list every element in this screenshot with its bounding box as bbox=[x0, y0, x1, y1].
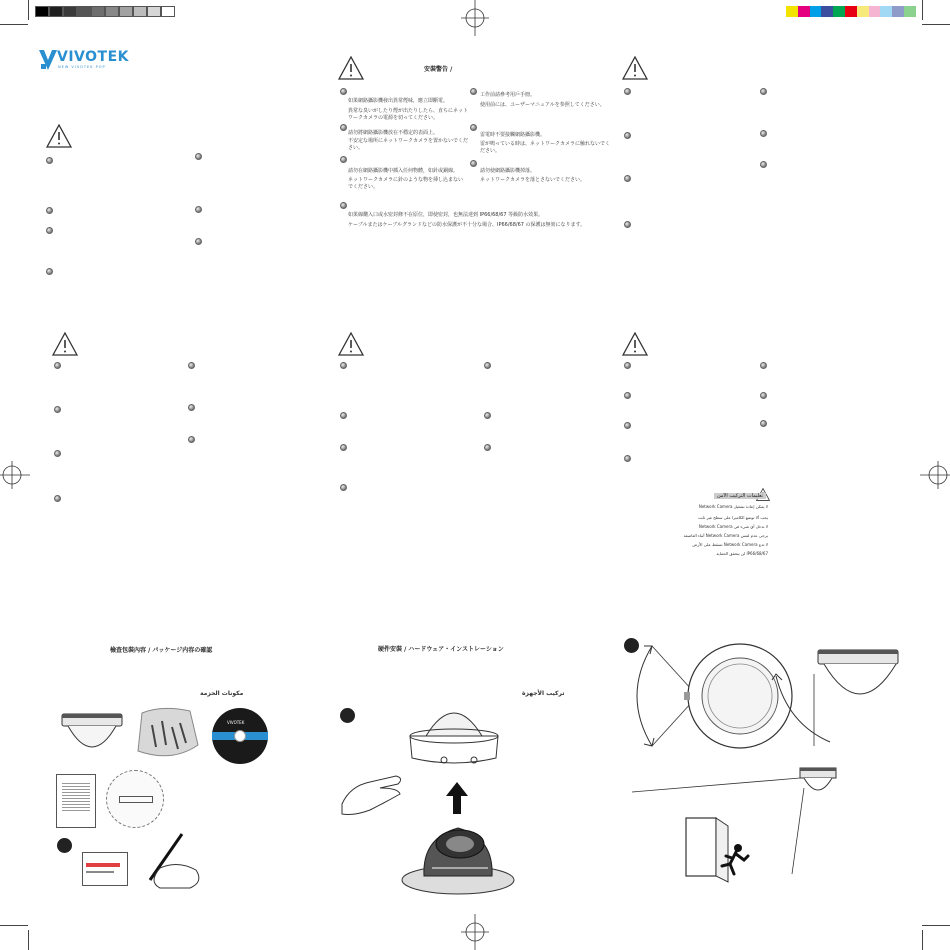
bullet bbox=[46, 157, 53, 164]
screws-kit-illustration bbox=[132, 705, 202, 765]
bullet bbox=[760, 88, 767, 95]
warning-icon bbox=[46, 124, 72, 148]
bullet bbox=[760, 392, 767, 399]
logo-tagline: NEW VIVOTEK POP bbox=[58, 65, 106, 69]
software-cd bbox=[212, 708, 268, 764]
arabic-warning-title: تعليمات التركيب الآمن bbox=[714, 493, 766, 499]
color-swatch bbox=[904, 6, 916, 17]
bullet bbox=[195, 153, 202, 160]
bullet bbox=[340, 202, 347, 209]
bullet bbox=[470, 124, 477, 131]
dome-camera-illustration bbox=[60, 712, 124, 758]
warning-item-jp: ネットワークカメラを落とさないでください。 bbox=[480, 177, 586, 183]
bullet bbox=[340, 362, 347, 369]
mounting-scene-illustration bbox=[632, 764, 852, 884]
color-swatch bbox=[892, 6, 904, 17]
step-number-badge bbox=[340, 708, 355, 723]
bullet bbox=[484, 412, 491, 419]
color-swatch bbox=[845, 6, 857, 17]
bullet bbox=[624, 132, 631, 139]
bullet bbox=[54, 450, 61, 457]
warning-icon bbox=[338, 56, 364, 80]
gray-swatch bbox=[133, 6, 147, 17]
warning-item-zh: 雷電時不要接觸網路攝影機。 bbox=[480, 132, 546, 138]
bullet bbox=[188, 436, 195, 443]
gray-swatch bbox=[63, 6, 77, 17]
camera-module-illustration bbox=[398, 818, 518, 898]
arabic-line: يجب ألا توضع الكاميرا على سطح غير ثابت bbox=[697, 515, 768, 520]
registration-target-right bbox=[914, 457, 950, 493]
cd-hole bbox=[234, 730, 246, 742]
alignment-sticker bbox=[106, 770, 164, 828]
bullet bbox=[54, 406, 61, 413]
crop-mark bbox=[0, 24, 28, 25]
bullet bbox=[54, 495, 61, 502]
color-swatch bbox=[798, 6, 810, 17]
warning-item-jp: 使用前には、ユーザーマニュアルを参照してください。 bbox=[480, 102, 605, 108]
bullet bbox=[195, 206, 202, 213]
warning-item-zh: 請勿將網路攝影機放在不穩定的表面上。 bbox=[348, 130, 439, 136]
bullet bbox=[340, 484, 347, 491]
gray-registration-bar bbox=[35, 6, 175, 17]
bullet bbox=[624, 221, 631, 228]
color-swatch bbox=[786, 6, 798, 17]
warning-item-zh: 如果線纜入口或水密封條不在原位，即使密封，也無法達到 IP66/68/67 等級防水效果。 bbox=[348, 212, 544, 218]
hand-illustration bbox=[340, 768, 410, 818]
install-warning-title: 安裝警告 / bbox=[424, 66, 453, 73]
crop-mark bbox=[28, 0, 29, 20]
crop-mark bbox=[922, 24, 950, 25]
bullet bbox=[624, 422, 631, 429]
warning-icon bbox=[622, 56, 648, 80]
color-swatch bbox=[821, 6, 833, 17]
bullet bbox=[624, 88, 631, 95]
color-registration-bar bbox=[786, 6, 916, 17]
bullet bbox=[340, 88, 347, 95]
warning-item-jp: 雷が鳴っている時は、ネットワークカメラに触れないでください。 bbox=[480, 141, 611, 154]
gray-swatch bbox=[147, 6, 161, 17]
hardware-install-title: 硬件安裝 / ハードウェア・インストレーション bbox=[378, 646, 504, 653]
registration-target-top bbox=[457, 0, 493, 36]
bullet bbox=[340, 412, 347, 419]
quick-installation-guide bbox=[56, 774, 96, 828]
warning-icon bbox=[52, 332, 78, 356]
crop-mark bbox=[922, 930, 923, 950]
bullet bbox=[624, 362, 631, 369]
color-swatch bbox=[833, 6, 845, 17]
crop-mark bbox=[0, 925, 28, 926]
color-swatch bbox=[880, 6, 892, 17]
warning-icon bbox=[338, 332, 364, 356]
color-swatch bbox=[857, 6, 869, 17]
warning-item-jp: 不安定な場所にネットワークカメラを置かないでください。 bbox=[348, 138, 469, 151]
warning-item-zh: 請勿在網路攝影機中插入任何物體，如針或銅線。 bbox=[348, 168, 459, 174]
vivotek-logo bbox=[38, 48, 128, 72]
bullet bbox=[624, 455, 631, 462]
bullet bbox=[760, 362, 767, 369]
bullet bbox=[188, 404, 195, 411]
registration-target-bottom bbox=[457, 914, 493, 950]
gray-swatch bbox=[161, 6, 175, 17]
dome-cover-illustration bbox=[404, 696, 504, 776]
step-number-badge bbox=[57, 838, 72, 853]
color-swatch bbox=[869, 6, 881, 17]
gray-swatch bbox=[119, 6, 133, 17]
arabic-line: IP66/68/67 لن يتحقق الحماية bbox=[716, 551, 768, 556]
arrow-up-icon bbox=[446, 782, 468, 814]
gray-swatch bbox=[91, 6, 105, 17]
bullet bbox=[470, 160, 477, 167]
bullet bbox=[760, 130, 767, 137]
bullet bbox=[54, 362, 61, 369]
crop-mark bbox=[28, 930, 29, 950]
bullet bbox=[340, 444, 347, 451]
bullet bbox=[46, 207, 53, 214]
gray-swatch bbox=[105, 6, 119, 17]
arabic-line: لا تدخل أي شيء في Network Camera bbox=[698, 524, 768, 529]
crop-mark bbox=[922, 0, 923, 20]
hand-writing-illustration bbox=[130, 830, 210, 890]
product-label-illustration bbox=[82, 852, 128, 886]
bullet bbox=[470, 88, 477, 95]
bullet bbox=[340, 156, 347, 163]
warning-item-zh: 工作前請參考用戶手冊。 bbox=[480, 92, 536, 98]
bullet bbox=[484, 362, 491, 369]
bullet bbox=[760, 161, 767, 168]
warning-icon bbox=[622, 332, 648, 356]
package-contents-arabic-title: مكونات الحزمة bbox=[200, 690, 244, 697]
arabic-warning-block bbox=[628, 488, 778, 568]
bullet bbox=[484, 444, 491, 451]
cd-brand-label: VIVOTEK bbox=[227, 720, 245, 725]
warning-item-jp: 異常な臭いがしたり煙が出たりしたら、直ちにネットワークカメラの電源を切ってください。 bbox=[348, 108, 469, 121]
bullet bbox=[46, 227, 53, 234]
gray-swatch bbox=[77, 6, 91, 17]
warning-item-zh: 如果網路攝影機發出異常煙味，應立即斷電。 bbox=[348, 98, 449, 104]
dome-side-view-illustration bbox=[770, 646, 900, 756]
bullet bbox=[760, 420, 767, 427]
package-contents-title: 檢查包裝內容 / パッケージ内容の確認 bbox=[110, 647, 213, 654]
color-swatch bbox=[810, 6, 822, 17]
gray-swatch bbox=[49, 6, 63, 17]
warning-item-jp: ケーブルまたはケーブルグランドなどの防水保護が不十分な場合、IP66/68/67 の保護は無効になります。 bbox=[348, 222, 586, 228]
vivotek-logo-mark bbox=[38, 48, 58, 72]
crop-mark bbox=[922, 925, 950, 926]
registration-target-left bbox=[0, 457, 36, 493]
warning-item-zh: 請勿使網路攝影機掉落。 bbox=[480, 168, 536, 174]
bullet bbox=[46, 268, 53, 275]
bullet bbox=[188, 362, 195, 369]
bullet bbox=[624, 392, 631, 399]
gray-swatch bbox=[35, 6, 49, 17]
arabic-line: لا يمكن إعادة تشغيل Network Camera bbox=[698, 504, 768, 509]
warning-item-jp: ネットワークカメラに針のような物を挿し込まないでください。 bbox=[348, 177, 464, 190]
bullet bbox=[195, 238, 202, 245]
bullet bbox=[624, 175, 631, 182]
hardware-install-arabic-title: تركيب الأجهزة bbox=[522, 690, 565, 697]
arabic-line: يرجى عدم لمس Network Camera أثناء العاصفة bbox=[683, 533, 768, 538]
logo-wordmark: VIVOTEK bbox=[57, 49, 129, 65]
arabic-line: لا تدع Network Camera تسقط على الأرض bbox=[692, 542, 768, 547]
bullet bbox=[340, 124, 347, 131]
